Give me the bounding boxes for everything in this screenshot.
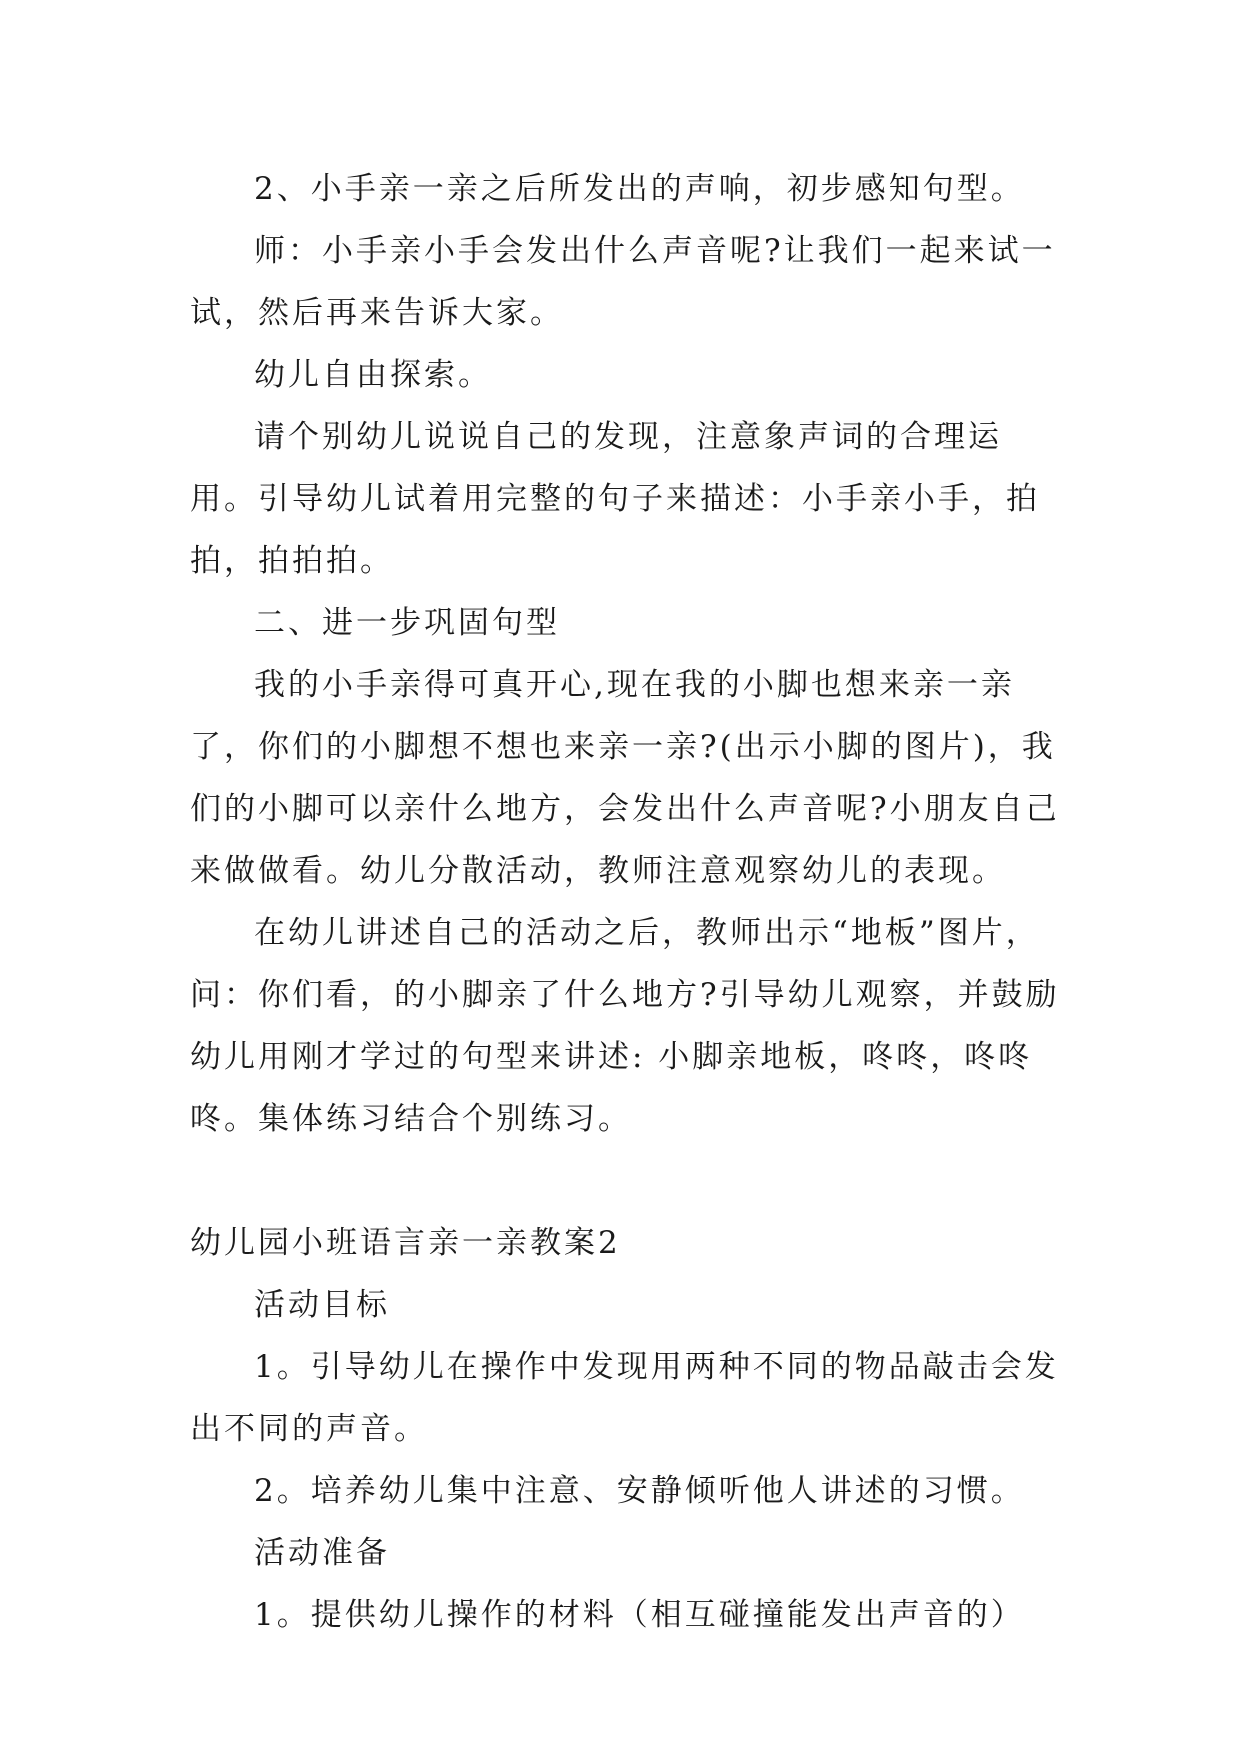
paragraph-share-discovery: 请个别幼儿说说自己的发现，注意象声词的合理运用。引导幼儿试着用完整的句子来描述：小手亲小手，拍拍，拍拍拍。 [190,419,1040,579]
goal-item-2: 2。培养幼儿集中注意、安静倾听他人讲述的习惯。 [254,1473,1025,1509]
document-body [190,158,1060,1646]
paragraph-free-exploration: 幼儿自由探索。 [254,357,492,393]
preparation-item-1: 1。提供幼儿操作的材料（相互碰撞能发出声音的） [254,1597,1025,1633]
paragraph-little-feet: 我的小手亲得可真开心,现在我的小脚也想来亲一亲了，你们的小脚想不想也来亲一亲?(出示小脚的图片)，我们的小脚可以亲什么地方，会发出什么声音呢?小朋友自己来做做看。幼儿分散活动，教师注意观察幼儿的表现。 [190,667,1060,889]
paragraph-teacher-question: 师：小手亲小手会发出什么声音呢?让我们一起来试一试，然后再来告诉大家。 [190,233,1056,331]
heading-activity-goals: 活动目标 [254,1287,390,1323]
goal-item-1: 1。引导幼儿在操作中发现用两种不同的物品敲击会发出不同的声音。 [190,1349,1059,1447]
paragraph-floor-picture: 在幼儿讲述自己的活动之后，教师出示“地板”图片，问：你们看，的小脚亲了什么地方?引导幼儿观察，并鼓励幼儿用刚才学过的句型来讲述: 小脚亲地板，咚咚，咚咚咚。集体练习结合个别练习。 [190,915,1060,1137]
heading-activity-preparation: 活动准备 [254,1535,390,1571]
paragraph-step-2: 2、小手亲一亲之后所发出的声响，初步感知句型。 [254,171,1025,207]
lesson-plan-title: 幼儿园小班语言亲一亲教案2 [190,1225,621,1261]
heading-consolidate-sentence: 二、进一步巩固句型 [254,605,560,641]
